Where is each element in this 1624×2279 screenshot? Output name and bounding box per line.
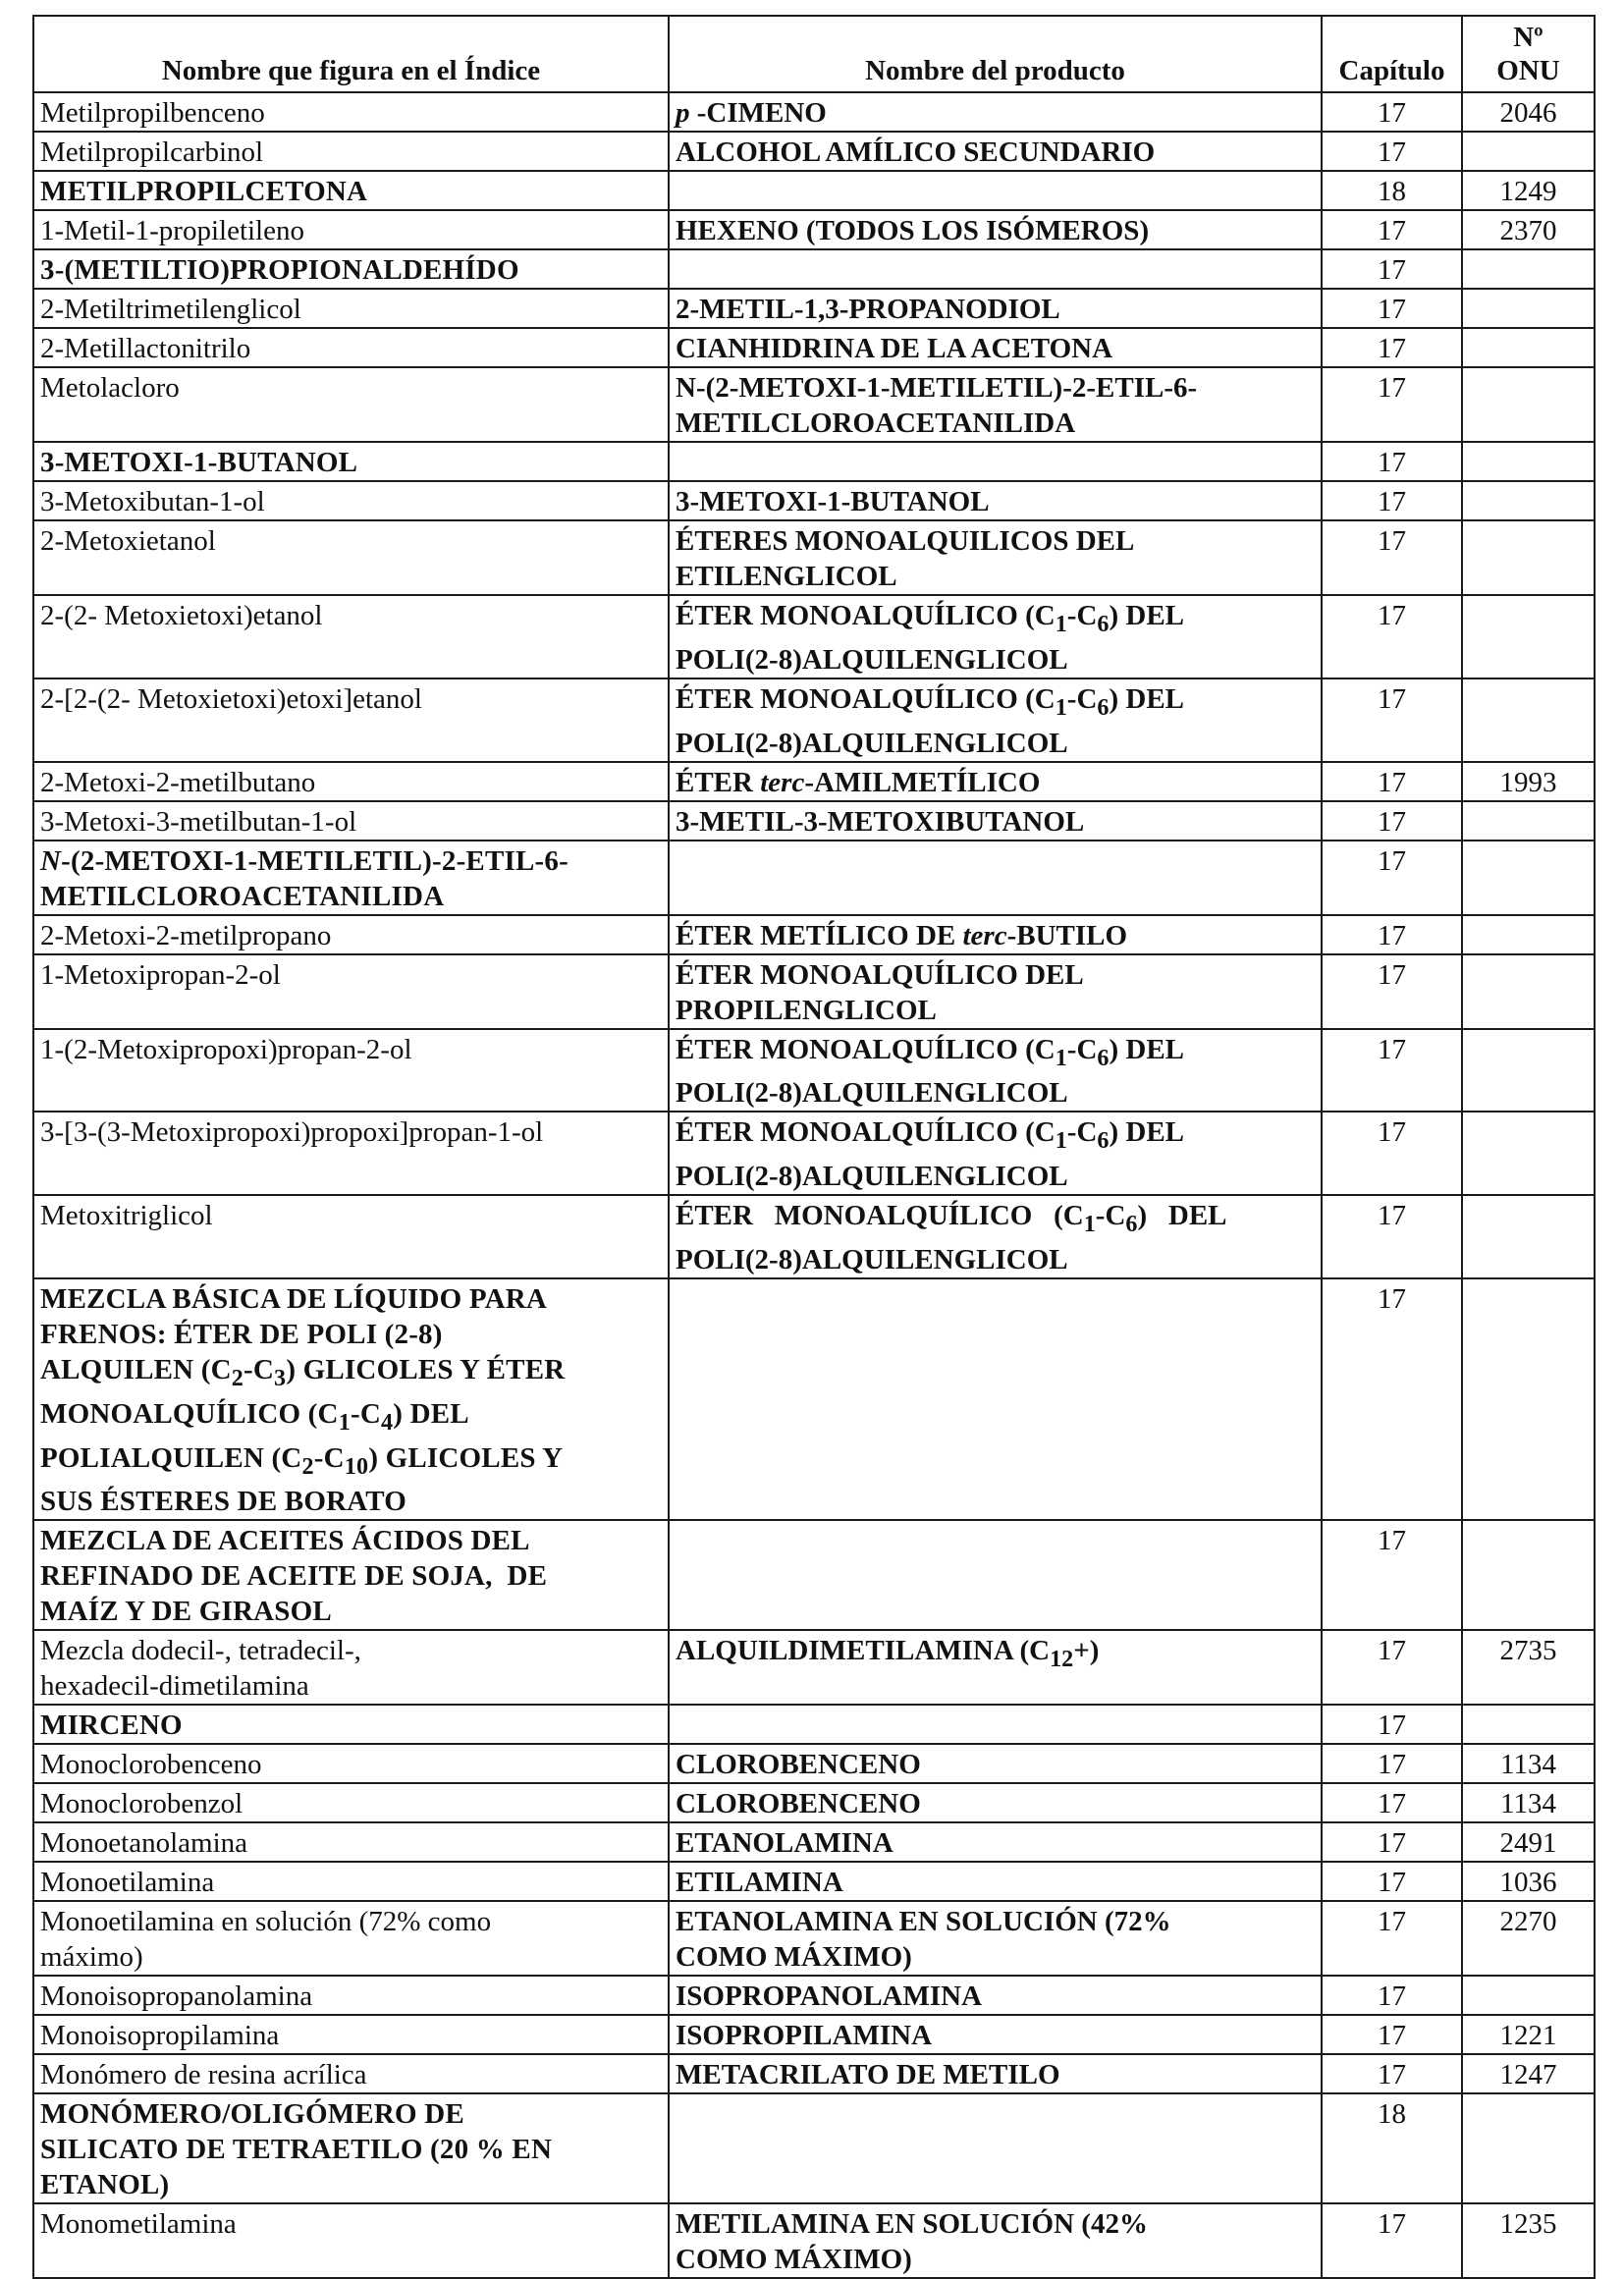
cell-un-number: 1235 (1462, 2203, 1595, 2278)
cell-product-name: ÉTER MONOALQUÍLICO $(C_1-C_6)$ DEL POLI(2-8)ALQUILENGLICOL (669, 595, 1322, 678)
cell-index-name: 2-Metoxi-2-metilbutano (33, 762, 669, 801)
cell-un-number (1462, 1976, 1595, 2015)
cell-product-name (669, 1278, 1322, 1520)
cell-chapter: 17 (1322, 1901, 1462, 1976)
cell-index-name: 2-Metillactonitrilo (33, 328, 669, 367)
cell-index-name: MONÓMERO/OLIGÓMERO DE SILICATO DE TETRAETILO (20 % EN ETANOL) (33, 2093, 669, 2203)
table-row (33, 1029, 1595, 1112)
table-row (33, 1112, 1595, 1195)
cell-un-number: 2270 (1462, 1901, 1595, 1976)
cell-index-name: Metoxitriglicol (33, 1195, 669, 1278)
cell-index-name: 3-(METILTIO)PROPIONALDEHÍDO (33, 249, 669, 289)
cell-chapter: 17 (1322, 249, 1462, 289)
cell-product-name: ETANOLAMINA (669, 1822, 1322, 1862)
table-row (33, 171, 1595, 210)
cell-un-number: 1993 (1462, 762, 1595, 801)
table-row (33, 915, 1595, 954)
cell-un-number (1462, 520, 1595, 595)
cell-un-number: 1134 (1462, 1783, 1595, 1822)
cell-product-name: 3-METOXI-1-BUTANOL (669, 481, 1322, 520)
cell-chapter: 17 (1322, 442, 1462, 481)
cell-chapter: 17 (1322, 1630, 1462, 1705)
cell-product-name (669, 2093, 1322, 2203)
table-row (33, 1901, 1595, 1976)
cell-product-name: 3-METIL-3-METOXIBUTANOL (669, 801, 1322, 841)
cell-chapter: 17 (1322, 1822, 1462, 1862)
cell-un-number (1462, 1112, 1595, 1195)
cell-chapter: 17 (1322, 367, 1462, 442)
cell-un-number (1462, 481, 1595, 520)
table-row (33, 132, 1595, 171)
cell-chapter: 17 (1322, 1744, 1462, 1783)
cell-product-name: ÉTERES MONOALQUILICOS DEL ETILENGLICOL (669, 520, 1322, 595)
cell-index-name: 2-(2- Metoxietoxi)etanol (33, 595, 669, 678)
table-row (33, 442, 1595, 481)
cell-chapter: 17 (1322, 801, 1462, 841)
table-row (33, 1744, 1595, 1783)
table-row (33, 1278, 1595, 1520)
cell-chapter: 17 (1322, 328, 1462, 367)
table-row (33, 367, 1595, 442)
cell-un-number: 1036 (1462, 1862, 1595, 1901)
cell-chapter: 17 (1322, 954, 1462, 1029)
cell-chapter: 17 (1322, 1783, 1462, 1822)
cell-chapter: 17 (1322, 92, 1462, 132)
cell-chapter: 17 (1322, 2015, 1462, 2054)
cell-product-name: ÉTER MONOALQUÍLICO $(C_1-C_6)$ DEL POLI(2-8)ALQUILENGLICOL (669, 1112, 1322, 1195)
table-row (33, 1195, 1595, 1278)
cell-index-name: MIRCENO (33, 1705, 669, 1744)
cell-un-number: 1134 (1462, 1744, 1595, 1783)
cell-index-name: 3-METOXI-1-BUTANOL (33, 442, 669, 481)
cell-product-name: ÉTER terc-AMILMETÍLICO (669, 762, 1322, 801)
cell-chapter: 17 (1322, 520, 1462, 595)
table-row (33, 481, 1595, 520)
cell-index-name: 2-Metoxietanol (33, 520, 669, 595)
cell-chapter: 17 (1322, 678, 1462, 762)
cell-un-number (1462, 132, 1595, 171)
table-row (33, 2203, 1595, 2278)
cell-product-name: 2-METIL-1,3-PROPANODIOL (669, 289, 1322, 328)
cell-un-number: 1249 (1462, 171, 1595, 210)
table-row (33, 1976, 1595, 2015)
cell-index-name: 2-Metiltrimetilenglicol (33, 289, 669, 328)
cell-chapter: 17 (1322, 1029, 1462, 1112)
cell-product-name: ÉTER METÍLICO DE terc-BUTILO (669, 915, 1322, 954)
cell-chapter: 17 (1322, 1520, 1462, 1630)
cell-product-name: CIANHIDRINA DE LA ACETONA (669, 328, 1322, 367)
table-row (33, 1862, 1595, 1901)
cell-index-name: 3-Metoxibutan-1-ol (33, 481, 669, 520)
cell-index-name: MEZCLA BÁSICA DE LÍQUIDO PARA FRENOS: ÉTER DE POLI (2-8) ALQUILEN $(C_2-C_3)$ GLICOLES Y ÉTER MONOALQUÍLICO $(C_1-C_4)$ DEL POLIALQUILEN $(C_2-C_{10})$ GLICOLES Y SUS ÉSTERES DE BORATO (33, 1278, 669, 1520)
table-row (33, 1630, 1595, 1705)
cell-product-name (669, 171, 1322, 210)
header-row (33, 16, 1595, 92)
table-row (33, 954, 1595, 1029)
table-row (33, 2093, 1595, 2203)
cell-product-name: ETANOLAMINA EN SOLUCIÓN (72% COMO MÁXIMO) (669, 1901, 1322, 1976)
cell-chapter: 18 (1322, 2093, 1462, 2203)
cell-un-number (1462, 2093, 1595, 2203)
table-header (33, 16, 1595, 92)
cell-index-name: Metilpropilbenceno (33, 92, 669, 132)
cell-chapter: 18 (1322, 171, 1462, 210)
cell-product-name (669, 249, 1322, 289)
cell-product-name (669, 1705, 1322, 1744)
cell-un-number (1462, 595, 1595, 678)
cell-index-name: 1-Metil-1-propiletileno (33, 210, 669, 249)
cell-un-number (1462, 915, 1595, 954)
cell-un-number (1462, 1520, 1595, 1630)
cell-un-number (1462, 678, 1595, 762)
cell-un-number (1462, 954, 1595, 1029)
cell-product-name: ÉTER MONOALQUÍLICO $(C_1-C_6)$ DEL POLI(2-8)ALQUILENGLICOL (669, 1195, 1322, 1278)
table-row (33, 841, 1595, 915)
cell-product-name (669, 442, 1322, 481)
cell-un-number (1462, 1195, 1595, 1278)
table-row (33, 210, 1595, 249)
table-row (33, 595, 1595, 678)
cell-un-number (1462, 367, 1595, 442)
cell-product-name: ETILAMINA (669, 1862, 1322, 1901)
cell-product-name: ÉTER MONOALQUÍLICO $(C_1-C_6)$ DEL POLI(2-8)ALQUILENGLICOL (669, 678, 1322, 762)
cell-index-name: Monoisopropanolamina (33, 1976, 669, 2015)
cell-chapter: 17 (1322, 1976, 1462, 2015)
chemical-index-table (32, 15, 1596, 2279)
cell-index-name: 3-[3-(3-Metoxipropoxi)propoxi]propan-1-ol (33, 1112, 669, 1195)
table-row (33, 328, 1595, 367)
cell-product-name: HEXENO (TODOS LOS ISÓMEROS) (669, 210, 1322, 249)
cell-product-name: CLOROBENCENO (669, 1744, 1322, 1783)
table-row (33, 289, 1595, 328)
cell-un-number (1462, 1029, 1595, 1112)
cell-chapter: 17 (1322, 1195, 1462, 1278)
cell-un-number: 2370 (1462, 210, 1595, 249)
cell-index-name: 3-Metoxi-3-metilbutan-1-ol (33, 801, 669, 841)
cell-index-name: 1-Metoxipropan-2-ol (33, 954, 669, 1029)
cell-un-number (1462, 1278, 1595, 1520)
table-row (33, 249, 1595, 289)
header-product-name: Nombre del producto (669, 16, 1322, 92)
cell-product-name: N-(2-METOXI-1-METILETIL)-2-ETIL-6- METILCLOROACETANILIDA (669, 367, 1322, 442)
cell-index-name: 1-(2-Metoxipropoxi)propan-2-ol (33, 1029, 669, 1112)
table-row (33, 1705, 1595, 1744)
cell-chapter: 17 (1322, 841, 1462, 915)
cell-un-number (1462, 801, 1595, 841)
header-chapter: Capítulo (1322, 16, 1462, 92)
table-row (33, 801, 1595, 841)
cell-index-name: Monoclorobenceno (33, 1744, 669, 1783)
cell-product-name: ISOPROPILAMINA (669, 2015, 1322, 2054)
cell-index-name: Metilpropilcarbinol (33, 132, 669, 171)
cell-index-name: Monoclorobenzol (33, 1783, 669, 1822)
cell-chapter: 17 (1322, 762, 1462, 801)
table-row (33, 762, 1595, 801)
cell-index-name: Monoetilamina en solución (72% como máximo) (33, 1901, 669, 1976)
cell-un-number (1462, 1705, 1595, 1744)
cell-index-name: Mezcla dodecil-, tetradecil-, hexadecil-dimetilamina (33, 1630, 669, 1705)
cell-chapter: 17 (1322, 210, 1462, 249)
cell-un-number: 1221 (1462, 2015, 1595, 2054)
cell-product-name (669, 1520, 1322, 1630)
cell-product-name: CLOROBENCENO (669, 1783, 1322, 1822)
table-row (33, 520, 1595, 595)
cell-un-number (1462, 841, 1595, 915)
cell-chapter: 17 (1322, 595, 1462, 678)
cell-index-name: Monoisopropilamina (33, 2015, 669, 2054)
cell-un-number: 2491 (1462, 1822, 1595, 1862)
cell-chapter: 17 (1322, 481, 1462, 520)
table-row (33, 92, 1595, 132)
cell-chapter: 17 (1322, 2203, 1462, 2278)
table-row (33, 1783, 1595, 1822)
cell-product-name: METACRILATO DE METILO (669, 2054, 1322, 2093)
cell-un-number (1462, 328, 1595, 367)
cell-chapter: 17 (1322, 1112, 1462, 1195)
cell-un-number (1462, 249, 1595, 289)
cell-index-name: Monometilamina (33, 2203, 669, 2278)
cell-product-name: METILAMINA EN SOLUCIÓN (42% COMO MÁXIMO) (669, 2203, 1322, 2278)
cell-product-name: ÉTER MONOALQUÍLICO $(C_1-C_6)$ DEL POLI(2-8)ALQUILENGLICOL (669, 1029, 1322, 1112)
cell-un-number (1462, 442, 1595, 481)
cell-chapter: 17 (1322, 915, 1462, 954)
table-row (33, 1520, 1595, 1630)
cell-product-name: ALCOHOL AMÍLICO SECUNDARIO (669, 132, 1322, 171)
table-row (33, 2054, 1595, 2093)
cell-un-number: 2046 (1462, 92, 1595, 132)
cell-index-name: Monoetanolamina (33, 1822, 669, 1862)
cell-index-name: Monoetilamina (33, 1862, 669, 1901)
cell-index-name: 2-[2-(2- Metoxietoxi)etoxi]etanol (33, 678, 669, 762)
cell-un-number: 2735 (1462, 1630, 1595, 1705)
cell-chapter: 17 (1322, 1862, 1462, 1901)
cell-chapter: 17 (1322, 2054, 1462, 2093)
table-row (33, 2015, 1595, 2054)
cell-product-name: ISOPROPANOLAMINA (669, 1976, 1322, 2015)
cell-chapter: 17 (1322, 289, 1462, 328)
cell-chapter: 17 (1322, 1278, 1462, 1520)
cell-product-name: ALQUILDIMETILAMINA $(C_{12}+)$ (669, 1630, 1322, 1705)
cell-product-name: ÉTER MONOALQUÍLICO DEL PROPILENGLICOL (669, 954, 1322, 1029)
table-body (33, 92, 1595, 2278)
cell-un-number (1462, 289, 1595, 328)
cell-index-name: MEZCLA DE ACEITES ÁCIDOS DEL REFINADO DE ACEITE DE SOJA, DE MAÍZ Y DE GIRASOL (33, 1520, 669, 1630)
cell-product-name (669, 841, 1322, 915)
table-row (33, 1822, 1595, 1862)
cell-index-name: Metolacloro (33, 367, 669, 442)
header-un-number: Nº ONU (1462, 16, 1595, 92)
cell-index-name: N-(2-METOXI-1-METILETIL)-2-ETIL-6- METILCLOROACETANILIDA (33, 841, 669, 915)
cell-index-name: Monómero de resina acrílica (33, 2054, 669, 2093)
cell-product-name: p -CIMENO (669, 92, 1322, 132)
cell-chapter: 17 (1322, 1705, 1462, 1744)
cell-un-number: 1247 (1462, 2054, 1595, 2093)
header-index-name: Nombre que figura en el Índice (33, 16, 669, 92)
cell-chapter: 17 (1322, 132, 1462, 171)
cell-index-name: 2-Metoxi-2-metilpropano (33, 915, 669, 954)
table-row (33, 678, 1595, 762)
cell-index-name: METILPROPILCETONA (33, 171, 669, 210)
